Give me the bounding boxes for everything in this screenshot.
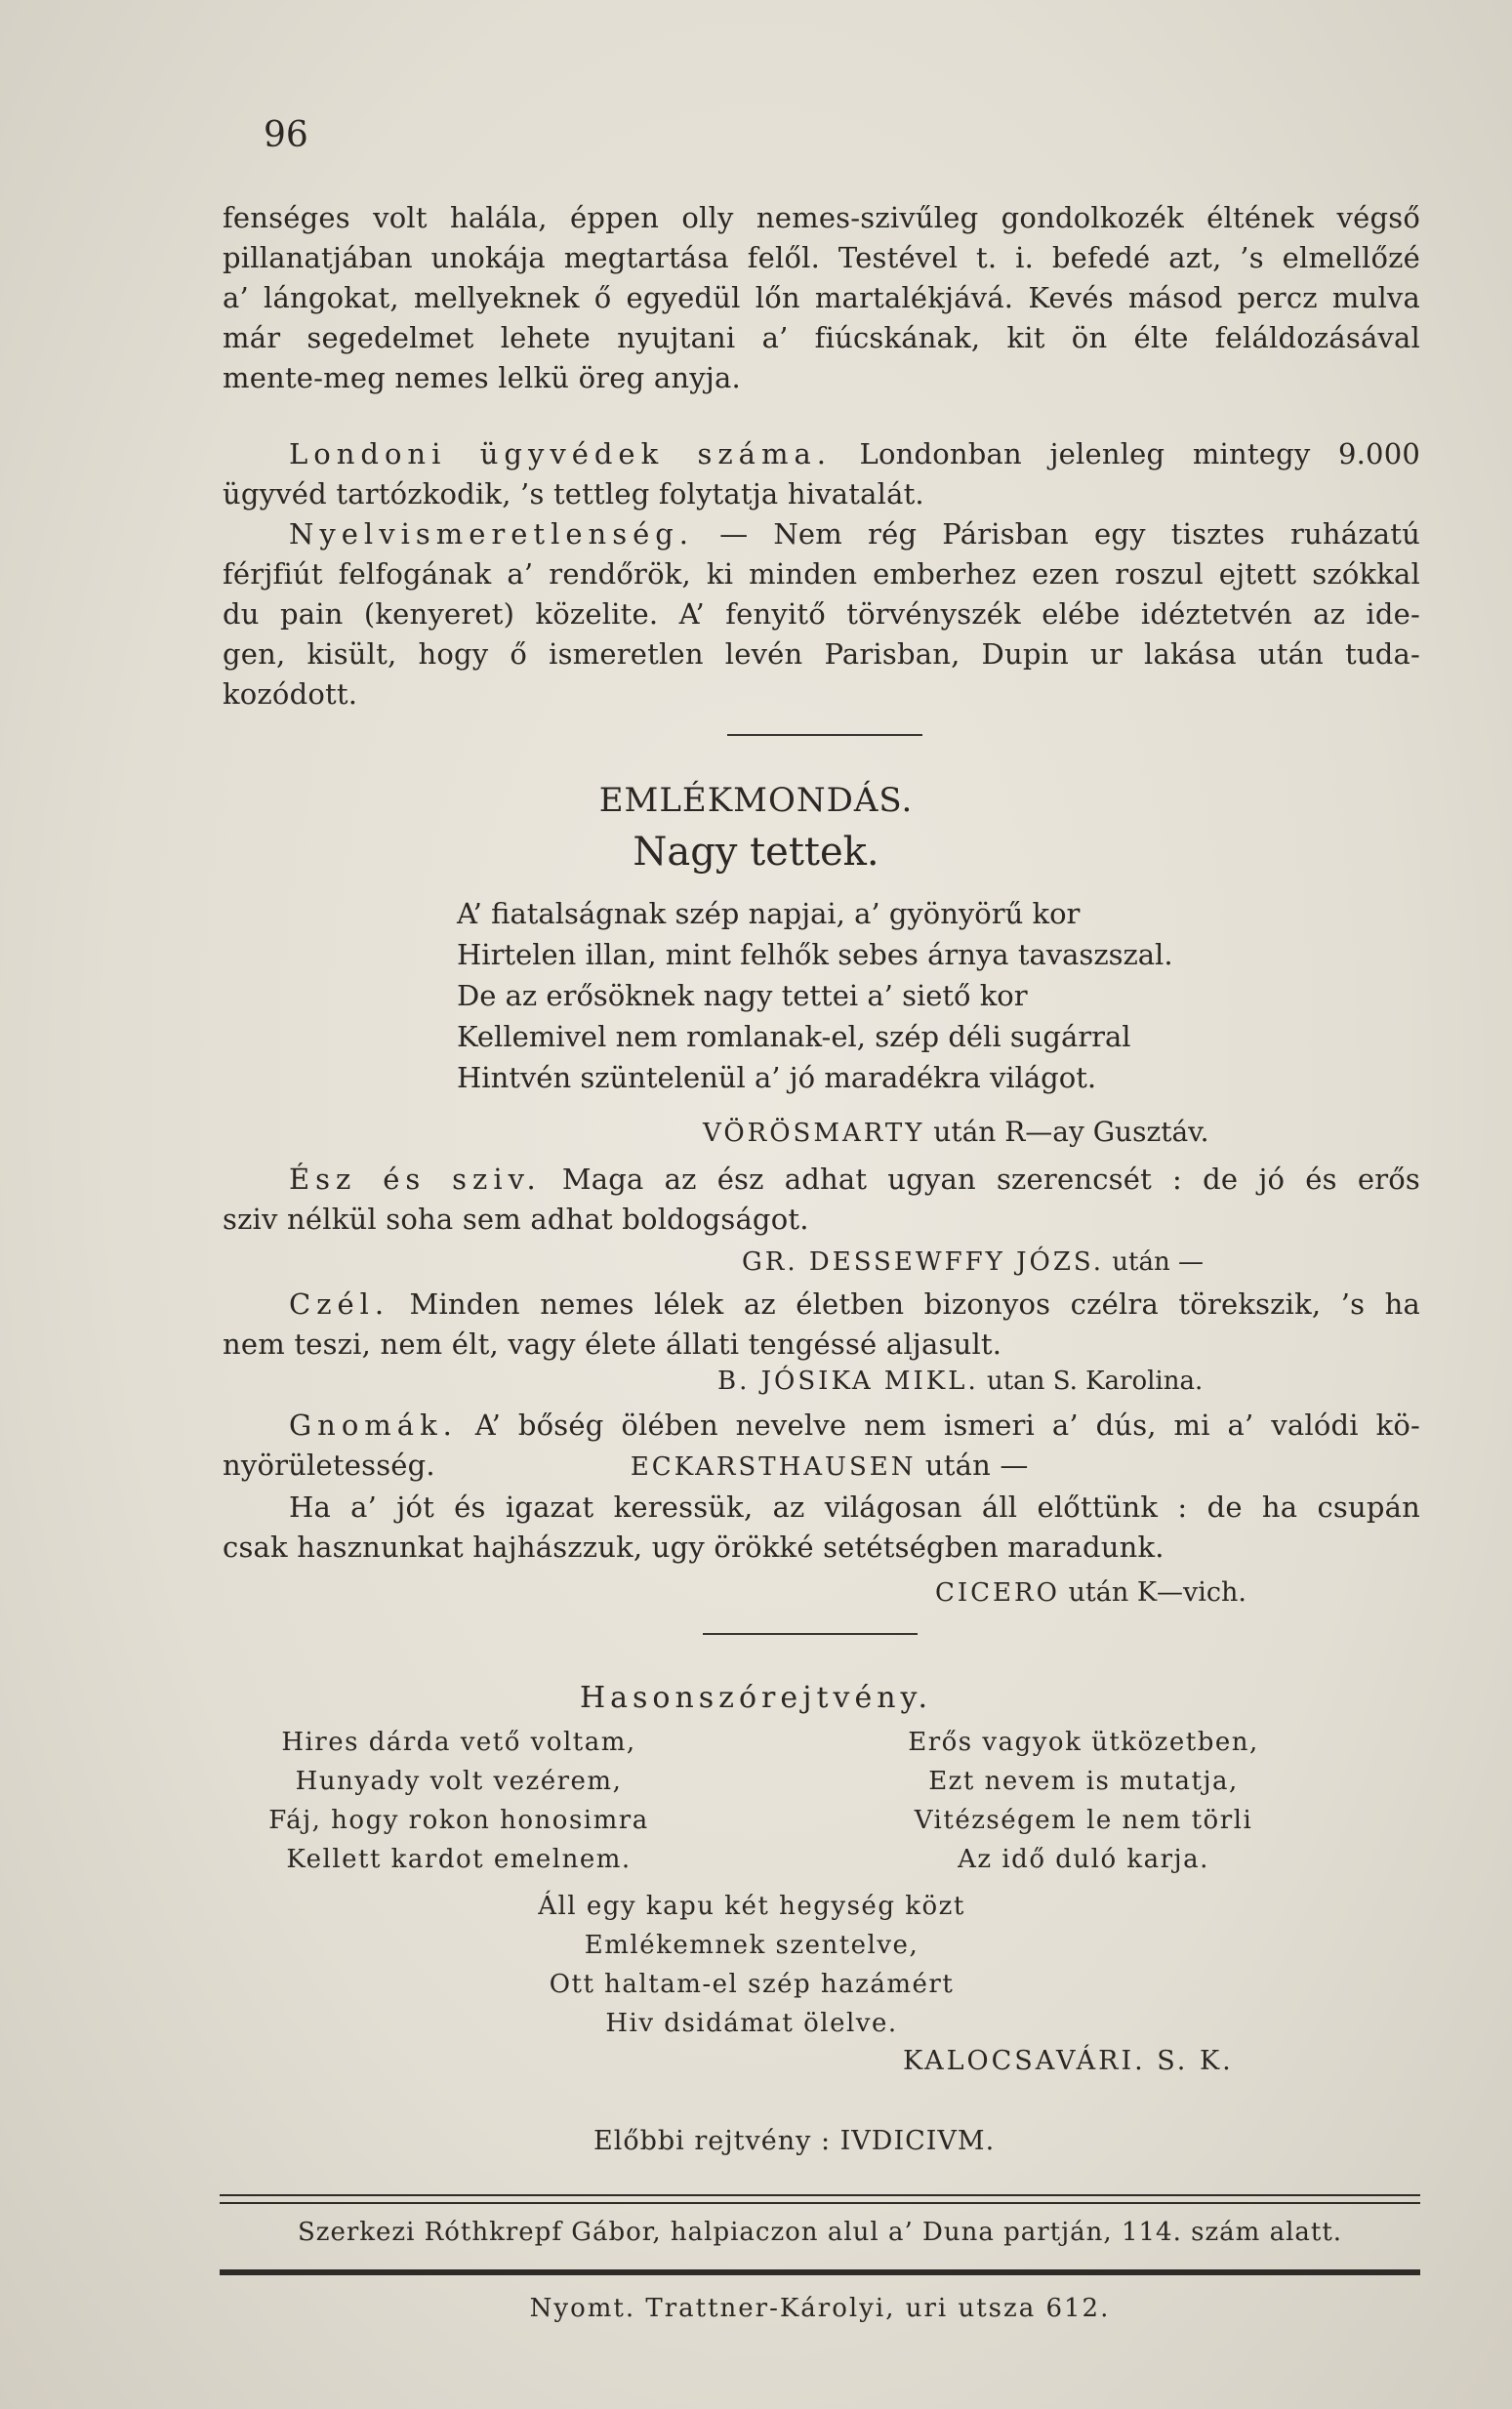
gnomak-attr2-rest: után K—vich. (1068, 1577, 1246, 1608)
riddle-line: Fáj, hogy rokon honosimra (268, 1806, 649, 1835)
riddle-line: Emlékemnek szentelve, (584, 1931, 919, 1960)
verse-line: Kellemivel nem romlanak-el, szép déli sugárral (457, 1020, 1131, 1053)
verse-line: Hirtelen illan, mint felhők sebes árnya tavaszszal. (457, 938, 1173, 971)
section-title: EMLÉKMONDÁS. (598, 781, 914, 820)
nyelv-line: gen, kisült, hogy ő ismeretlen levén Parisban, Dupin ur lakása után tuda- (223, 637, 1420, 671)
verse-line: De az erősöknek nagy tettei a’ siető kor (457, 979, 1028, 1012)
verse (457, 893, 1173, 1098)
intro-line: a’ lángokat, mellyeknek ő egyedül lőn martalékjává. Kevés másod percz mulva (223, 281, 1420, 314)
nyelv-line: kozódott. (223, 677, 358, 711)
riddle-line: Hiv dsidámat ölelve. (605, 2009, 898, 2038)
gnomak-attr-rest: után — (924, 1449, 1029, 1482)
cel-text: Minden nemes lélek az életben bizonyos czélra törekszik, ’s ha (409, 1287, 1421, 1321)
gnomak-attr-name: ECKARSTHAUSEN (630, 1452, 917, 1482)
riddle-signature: KALOCSAVÁRI. S. K. (903, 2046, 1234, 2076)
riddle-title: Hasonszórejtvény. (579, 1681, 933, 1715)
verse-attr-rest: után R—ay Gusztáv. (933, 1116, 1209, 1148)
gnomak-attribution-2 (935, 1577, 1246, 1608)
riddle-line: Áll egy kapu két hegység közt (538, 1892, 965, 1921)
london-heading: Londoni ügyvédek száma. (289, 437, 832, 470)
gnomak-attr2-name: CICERO (935, 1578, 1060, 1608)
verse-attribution (703, 1116, 1209, 1148)
nyelv-line: du pain (kenyeret) közelite. A’ fenyitő törvényszék elébe idéztetvén az ide- (223, 597, 1420, 631)
gnomak-line: Ha a’ jót és igazat keressük, az világosan áll előttünk : de ha csupán (289, 1490, 1420, 1524)
divider (727, 734, 922, 736)
intro-line: fenséges volt halála, éppen olly nemes-szivűleg gondolkozék éltének végső (223, 201, 1420, 234)
riddle-line: Vitézségem le nem törli (914, 1806, 1253, 1835)
esz-line: sziv nélkül soha sem adhat boldogságot. (223, 1203, 809, 1236)
nyelv-line: férjfiút felfogának a’ rendőrök, ki minden emberhez ezen roszul ejtett szókkal (223, 557, 1420, 591)
cel-attribution (717, 1367, 1203, 1396)
riddle-line: Erős vagyok ütközetben, (908, 1728, 1259, 1757)
esz-attribution (742, 1247, 1204, 1277)
london-paragraph (223, 434, 1420, 514)
esz-heading: Ész és sziv. (289, 1163, 542, 1196)
gnomak-line: csak hasznunkat hajhászzuk, ugy örökké setétségben maradunk. (223, 1531, 1165, 1564)
nyelv-paragraph (223, 514, 1420, 715)
esz-text: Maga az ész adhat ugyan szerencsét : de jó és erős (561, 1163, 1420, 1196)
intro-paragraph (223, 198, 1420, 398)
previous-riddle: Előbbi rejtvény : IVDICIVM. (593, 2126, 996, 2156)
london-text: Londonban jelenleg mintegy 9.000 (859, 437, 1420, 470)
verse-attr-name: VÖRÖSMARTY (703, 1119, 925, 1148)
verse-line: Hintvén szüntelenül a’ jó maradékra világot. (457, 1061, 1097, 1094)
esz-paragraph (223, 1160, 1420, 1240)
cel-attr-name: B. JÓSIKA MIKL. (717, 1367, 979, 1396)
riddle-center-column (527, 1887, 976, 2043)
esz-attr-name: GR. DESSEWFFY JÓZS. (742, 1247, 1105, 1277)
intro-line: már segedelmet lehete nyujtani a’ fiúcskának, kit ön élte feláldozásával (223, 321, 1420, 354)
gnomak-paragraph (223, 1406, 1420, 1568)
verse-line: A’ fiatalságnak szép napjai, a’ gyönyörű kor (457, 897, 1081, 930)
esz-attr-rest: után — (1112, 1247, 1205, 1277)
intro-line: mente-meg nemes lelkü öreg anyja. (223, 361, 741, 394)
footer-rule (220, 2202, 1420, 2204)
footer-rule (220, 2269, 1420, 2275)
divider (703, 1633, 918, 1635)
riddle-line: Hires dárda vető voltam, (281, 1728, 636, 1757)
gnomak-line: nyörületesség. (223, 1449, 435, 1482)
cel-paragraph (223, 1285, 1420, 1365)
gnomak-heading: Gnomák. (289, 1409, 458, 1442)
cel-heading: Czél. (289, 1287, 390, 1321)
nyelv-heading: Nyelvismeretlenség. (289, 517, 695, 551)
riddle-right-column (859, 1723, 1308, 1879)
gnomak-text: A’ bőség ölében nevelve nem ismeri a’ dús, mi a’ valódi kö- (474, 1409, 1420, 1442)
riddle-line: Ott haltam-el szép hazámért (549, 1970, 955, 1999)
riddle-line: Hunyady volt vezérem, (295, 1767, 623, 1796)
page-number: 96 (264, 115, 308, 155)
riddle-left-column (234, 1723, 683, 1879)
cel-attr-rest: utan S. Karolina. (986, 1367, 1204, 1396)
london-line: ügyvéd tartózkodik, ’s tettleg folytatja hivatalát. (223, 477, 924, 510)
footer-rule (220, 2194, 1420, 2196)
cel-line: nem teszi, nem élt, vagy élete állati tengéssé aljasult. (223, 1327, 1002, 1361)
intro-line: pillanatjában unokája megtartása felől. Testével t. i. befedé azt, ’s elmellőzé (223, 241, 1420, 274)
riddle-line: Ezt nevem is mutatja, (928, 1767, 1239, 1796)
riddle-line: Kellett kardot emelnem. (286, 1845, 632, 1874)
footer-editor: Szerkezi Róthkrepf Gábor, halpiaczon alul a’ Duna partján, 114. szám alatt. (297, 2218, 1343, 2247)
section-subtitle: Nagy tettek. (633, 830, 879, 875)
riddle-line: Az idő duló karja. (958, 1845, 1209, 1874)
nyelv-text: — Nem rég Párisban egy tisztes ruházatú (719, 517, 1420, 551)
footer-printer: Nyomt. Trattner-Károlyi, uri utsza 612. (529, 2294, 1111, 2323)
